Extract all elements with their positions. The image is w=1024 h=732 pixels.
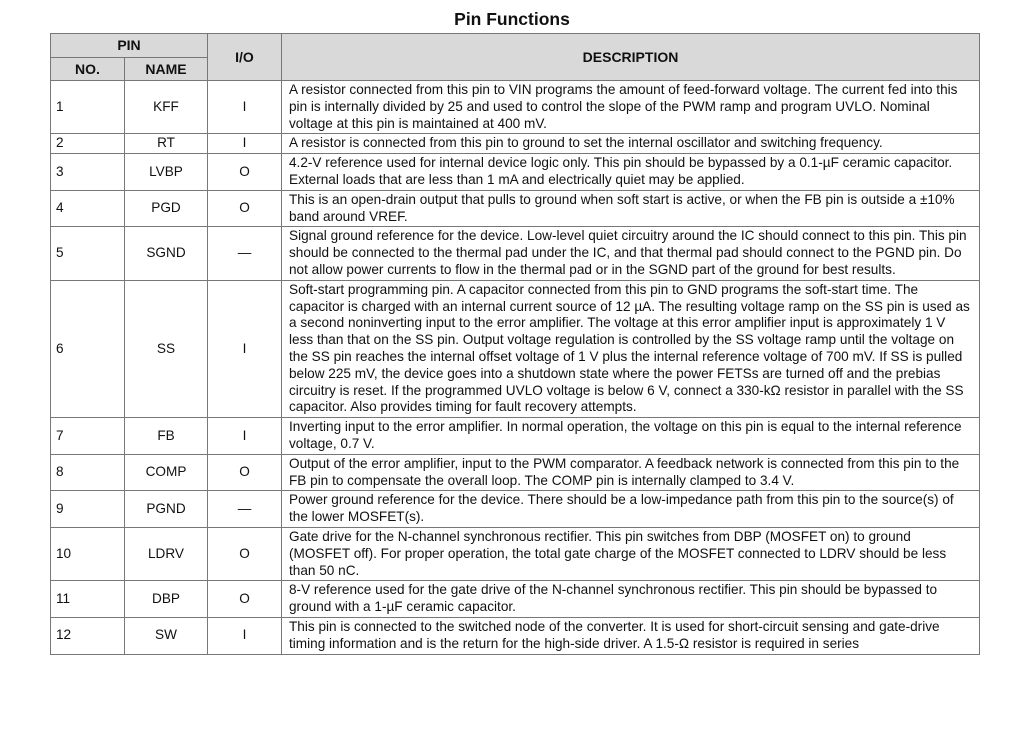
pin-description: 8-V reference used for the gate drive of the N-channel synchronous rectifier. This pin should be bypassed to ground with a 1-µF ceramic capacitor. — [282, 581, 980, 618]
pin-io: — — [208, 227, 282, 280]
table-row — [51, 527, 980, 580]
header-name: NAME — [125, 58, 208, 81]
pin-name: SW — [125, 617, 208, 654]
table-row — [51, 454, 980, 491]
pin-description: This is an open-drain output that pulls to ground when soft start is active, or when the FB pin is outside a ±10% band around VREF. — [282, 190, 980, 227]
pin-functions-table — [50, 33, 980, 655]
pin-name: RT — [125, 134, 208, 154]
pin-number: 5 — [51, 227, 125, 280]
table-row — [51, 154, 980, 191]
pin-description: Soft-start programming pin. A capacitor connected from this pin to GND programs the soft-start time. The capacitor is charged with an internal current source of 12 µA. The resulting voltage ramp on the SS pin is used as a second noninverting input to the error amplifier. The voltage at this error amplifier input is approximately 1 V less than that on the SS pin. Output voltage regulation is controlled by the SS voltage ramp until the voltage on the SS pin reaches the internal offset voltage of 1 V plus the internal reference voltage of 700 mV. If SS is pulled below 225 mV, the device goes into a shutdown state where the power FETSs are turned off and the prebias circuitry is reset. If the programmed UVLO voltage is below 6 V, connect a 330-kΩ resistor in parallel with the SS capacitor. Also provides timing for fault recovery attempts. — [282, 280, 980, 417]
pin-description: Signal ground reference for the device. Low-level quiet circuitry around the IC should connect to this pin. This pin should be connected to the thermal pad under the IC, and that thermal pad should connect to the PGND pin. Do not allow power currents to flow in the thermal pad or in the SGND part of the ground for best results. — [282, 227, 980, 280]
pin-name: LDRV — [125, 527, 208, 580]
table-row — [51, 491, 980, 528]
pin-description: A resistor connected from this pin to VIN programs the amount of feed-forward voltage. The current fed into this pin is internally divided by 25 and used to control the slope of the PWM ramp and program UVLO. Nominal voltage at this pin is maintained at 400 mV. — [282, 81, 980, 134]
pin-number: 1 — [51, 81, 125, 134]
pin-io: I — [208, 617, 282, 654]
table-row — [51, 280, 980, 417]
table-row — [51, 581, 980, 618]
pin-number: 8 — [51, 454, 125, 491]
header-description: DESCRIPTION — [282, 34, 980, 81]
pin-number: 2 — [51, 134, 125, 154]
table-row — [51, 134, 980, 154]
pin-io: O — [208, 190, 282, 227]
pin-name: FB — [125, 418, 208, 455]
pin-name: SS — [125, 280, 208, 417]
pin-number: 12 — [51, 617, 125, 654]
pin-io: O — [208, 581, 282, 618]
pin-name: LVBP — [125, 154, 208, 191]
pin-io: O — [208, 154, 282, 191]
pin-name: KFF — [125, 81, 208, 134]
table-row — [51, 227, 980, 280]
pin-io: I — [208, 134, 282, 154]
pin-io: — — [208, 491, 282, 528]
pin-number: 3 — [51, 154, 125, 191]
pin-description: Inverting input to the error amplifier. In normal operation, the voltage on this pin is equal to the internal reference voltage, 0.7 V. — [282, 418, 980, 455]
pin-number: 4 — [51, 190, 125, 227]
pin-description: Power ground reference for the device. There should be a low-impedance path from this pin to the source(s) of the lower MOSFET(s). — [282, 491, 980, 528]
pin-name: SGND — [125, 227, 208, 280]
table-row — [51, 81, 980, 134]
pin-io: O — [208, 527, 282, 580]
pin-io: O — [208, 454, 282, 491]
pin-description: Gate drive for the N-channel synchronous rectifier. This pin switches from DBP (MOSFET on) to ground (MOSFET off). For proper operation, the total gate charge of the MOSFET connected to LDRV should be less than 50 nC. — [282, 527, 980, 580]
table-row — [51, 190, 980, 227]
pin-name: COMP — [125, 454, 208, 491]
pin-number: 7 — [51, 418, 125, 455]
pin-io: I — [208, 280, 282, 417]
page-title: Pin Functions — [454, 9, 570, 29]
pin-name: PGD — [125, 190, 208, 227]
pin-number: 6 — [51, 280, 125, 417]
pin-io: I — [208, 81, 282, 134]
header-no: NO. — [51, 58, 125, 81]
header-pin: PIN — [51, 34, 208, 58]
pin-description: 4.2-V reference used for internal device logic only. This pin should be bypassed by a 0.1-µF ceramic capacitor. External loads that are less than 1 mA and electrically quiet may be applied. — [282, 154, 980, 191]
pin-name: PGND — [125, 491, 208, 528]
pin-io: I — [208, 418, 282, 455]
pin-description: A resistor is connected from this pin to ground to set the internal oscillator and switching frequency. — [282, 134, 980, 154]
pin-number: 11 — [51, 581, 125, 618]
pin-number: 10 — [51, 527, 125, 580]
pin-number: 9 — [51, 491, 125, 528]
pin-description: Output of the error amplifier, input to the PWM comparator. A feedback network is connected from this pin to the FB pin to compensate the overall loop. The COMP pin is internally clamped to 3.4 V. — [282, 454, 980, 491]
pin-description: This pin is connected to the switched node of the converter. It is used for short-circuit sensing and gate-drive timing information and is the return for the high-side driver. A 1.5-Ω resistor is required in series — [282, 617, 980, 654]
header-io: I/O — [208, 34, 282, 81]
pin-name: DBP — [125, 581, 208, 618]
table-row — [51, 617, 980, 654]
table-row — [51, 418, 980, 455]
